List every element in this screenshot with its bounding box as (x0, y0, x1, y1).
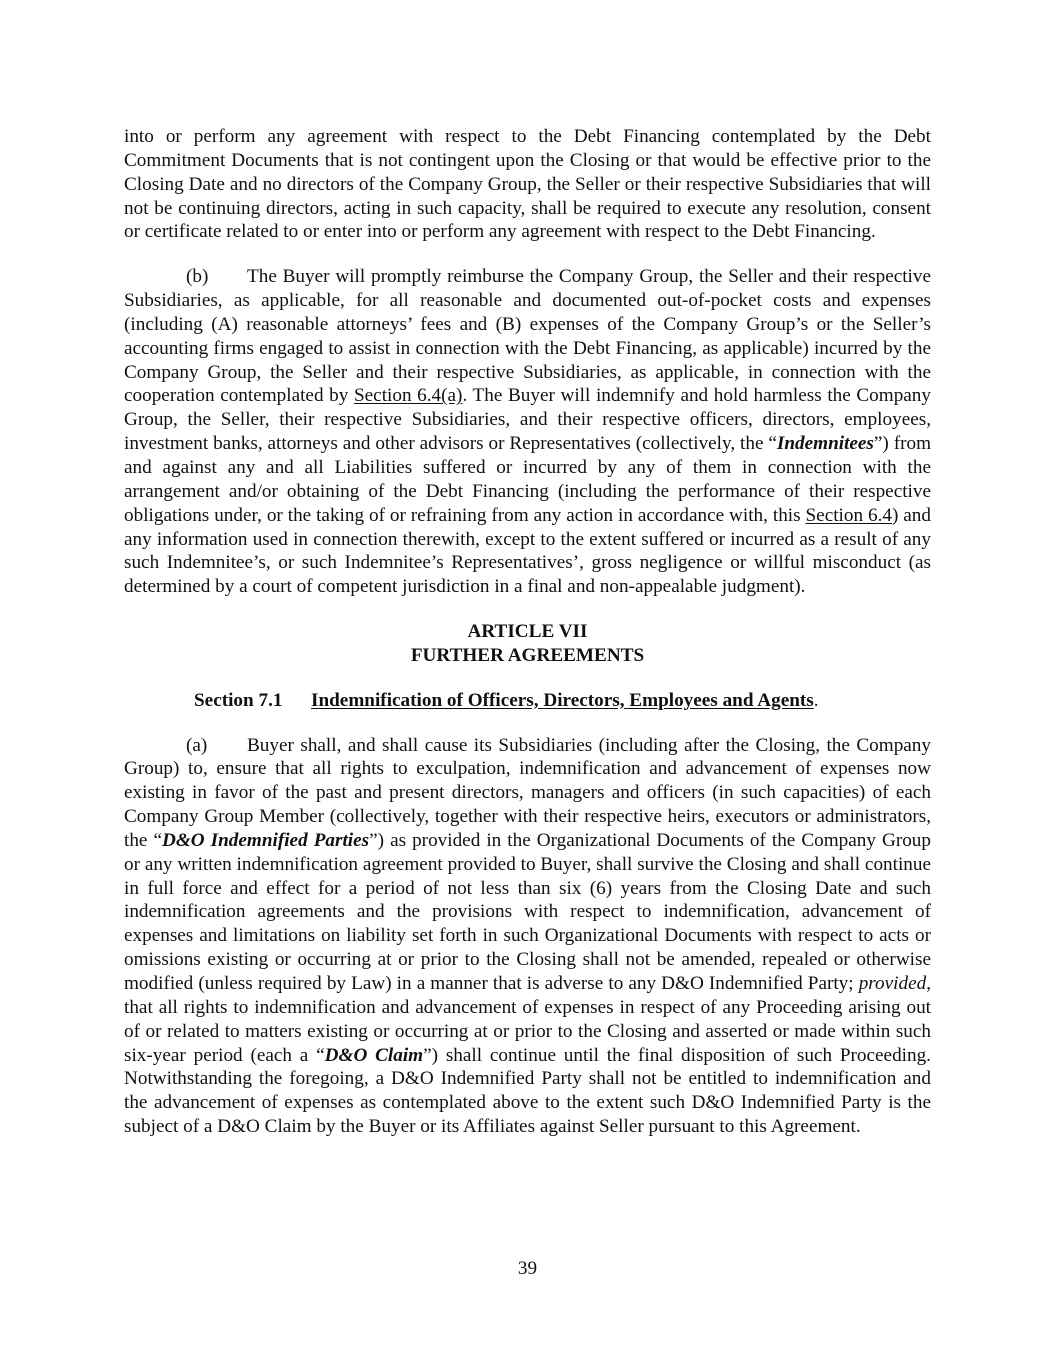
article-heading (124, 620, 931, 668)
paragraph-a-label: (a) (186, 734, 208, 756)
paragraph-b-label: (b) (186, 266, 209, 288)
section-7-1-heading: Section 7.1 Indemnification of Officers, Directors, Employees and Agents. (194, 689, 819, 711)
article-number: ARTICLE VII (467, 621, 588, 643)
defined-term-do-indemnified-parties: D&O Indemnified Parties (162, 829, 370, 851)
paragraph-b: (b) The Buyer will promptly reimburse the Company Group, the Seller and their respective Subsidiaries, as applicable, for all reasonable and documented out-of-pocket costs and expenses (including (A) reasonable attorneys’ fees and (B) expenses of the Company Group’s or the Seller’s accounting firms engaged to assist in connection with the Debt Financing, as applicable) incurred by the Company Group, the Seller and their respective Subsidiaries, as applicable, in connection with the cooperation contemplated by Section 6.4(a). The Buyer will indemnify and hold harmless the Company Group, the Seller, their respective Subsidiaries, and their respective officers, directors, employees, investment banks, attorneys and other advisors or Representatives (collectively, the “Indemnitees”) from and against any and all Liabilities suffered or incurred by any of them in connection with the arrangement and/or obtaining of the Debt Financing (including the performance of their respective obligations under, or the taking of or refraining from any action in accordance with, this Section 6.4) and any information used in connection therewith, except to the extent suffered or incurred as a result of any such Indemnitee’s, or such Indemnitee’s Representatives’, gross negligence or willful misconduct (as determined by a court of competent jurisdiction in a final and non-appealable judgment). (124, 266, 931, 598)
section-6-4-a-reference: Section 6.4(a) (353, 385, 463, 407)
article-title: FURTHER AGREEMENTS (410, 644, 645, 666)
provided-term: provided (858, 973, 927, 994)
section-title: Indemnification of Officers, Directors, Employees and Agents (311, 689, 814, 711)
continued-paragraph: into or perform any agreement with respect to the Debt Financing contemplated by the Debt Commitment Documents that is not contingent upon the Closing or that would be effective prior to the Closing Date and no directors of the Company Group, the Seller or their respective Subsidiaries that will not be continuing directors, acting in such capacity, shall be required to execute any resolution, consent or certificate related to or enter into or perform any agreement with respect to the Debt Financing. (124, 126, 931, 243)
page-body (124, 125, 931, 1139)
paragraph-a: (a) Buyer shall, and shall cause its Subsidiaries (including after the Closing, the Company Group) to, ensure that all rights to exculpation, indemnification and advancement of expenses now existing in favor of the past and present directors, managers and officers (in such capacities) of each Company Group Member (collectively, together with their respective heirs, executors or administrators, the “D&O Indemnified Parties”) as provided in the Organizational Documents of the Company Group or any written indemnification agreement provided to Buyer, shall survive the Closing and shall continue in full force and effect for a period of not less than six (6) years from the Closing Date and such indemnification agreements and the provisions with respect to indemnification, advancement of expenses and limitations on liability set forth in such Organizational Documents with respect to acts or omissions existing or occurring at or prior to the Closing shall not be amended, repealed or otherwise modified (unless required by Law) in a manner that is adverse to any D&O Indemnified Party; provided, that all rights to indemnification and advancement of expenses in respect of any Proceeding arising out of or related to matters existing or occurring at or prior to the Closing and asserted or made within such six-year period (each a “D&O Claim”) shall continue until the final disposition of such Proceeding. Notwithstanding the foregoing, a D&O Indemnified Party shall not be entitled to indemnification and the advancement of expenses as contemplated above to the extent such D&O Indemnified Party is the subject of a D&O Claim by the Buyer or its Affiliates against Seller pursuant to this Agreement. (124, 734, 931, 1138)
page-number: 39 (517, 1258, 538, 1279)
defined-term-indemnitees: Indemnitees (776, 433, 874, 455)
section-6-4-reference: Section 6.4 (805, 504, 892, 526)
defined-term-do-claim: D&O Claim (324, 1044, 424, 1066)
section-number: Section 7.1 (194, 689, 283, 711)
